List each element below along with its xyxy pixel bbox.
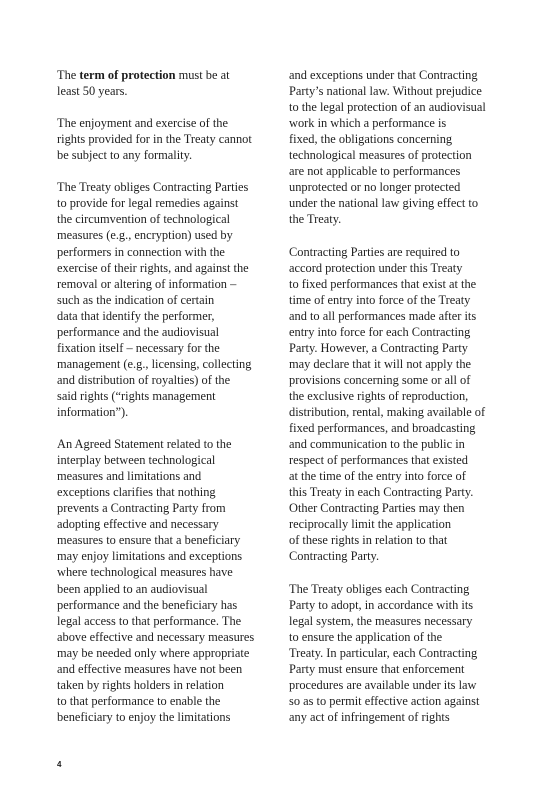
paragraph-line: beneficiary to enjoy the limitations — [57, 709, 231, 724]
paragraph-line: information”). — [57, 404, 129, 419]
paragraph-line: to the legal protection of an audiovisual — [289, 100, 486, 115]
paragraph-line: this Treaty in each Contracting Party. — [289, 485, 474, 500]
paragraph-line: above effective and necessary measures — [57, 629, 255, 644]
paragraph-line: the Treaty. — [289, 212, 342, 227]
paragraph-line: measures (e.g., encryption) used by — [57, 228, 233, 243]
paragraph-line: been applied to an audiovisual — [57, 581, 208, 596]
paragraph-line: removal or altering of information – — [57, 276, 237, 291]
text-run: must be at — [175, 68, 230, 82]
paragraph-line: accord protection under this Treaty — [289, 260, 463, 275]
paragraph-line: unprotected or no longer protected — [289, 180, 461, 195]
term-of-protection-paragraph — [57, 67, 275, 99]
paragraph-line: to provide for legal remedies against — [57, 196, 239, 211]
paragraph-line: respect of performances that existed — [289, 453, 468, 468]
paragraph-line: procedures are available under its law — [289, 677, 477, 692]
paragraph-line: and to all performances made after its — [289, 308, 477, 323]
text-run: The — [57, 68, 80, 82]
paragraph-line: The enjoyment and exercise of the — [57, 116, 228, 131]
application-in-time-paragraph — [289, 244, 507, 565]
paragraph-line: work in which a performance is — [289, 116, 447, 131]
paragraph-line: measures and limitations and — [57, 469, 202, 484]
paragraph-line: management (e.g., licensing, collecting — [57, 356, 252, 371]
enforcement-paragraph — [289, 581, 507, 725]
paragraph-line: prevents a Contracting Party from — [57, 501, 226, 516]
paragraph-line: may enjoy limitations and exceptions — [57, 549, 243, 564]
paragraph-line: be subject to any formality. — [57, 148, 193, 163]
paragraph-line: Party’s national law. Without prejudice — [289, 84, 482, 99]
paragraph-line: under the national law giving effect to — [289, 196, 479, 211]
paragraph-line: Party must ensure that enforcement — [289, 661, 465, 676]
paragraph-line: measures to ensure that a beneficiary — [57, 533, 241, 548]
paragraph-line: The Treaty obliges Contracting Parties — [57, 180, 249, 195]
paragraph-line: Contracting Parties are required to — [289, 244, 460, 259]
paragraph-line: interplay between technological — [57, 453, 216, 468]
paragraph-line: performance and the audiovisual — [57, 324, 220, 339]
page-number: 4 — [57, 760, 62, 769]
paragraph-line: distribution, rental, making available of — [289, 404, 486, 419]
agreed-statement-paragraph — [57, 436, 275, 725]
paragraph-line: provisions concerning some or all of — [289, 372, 471, 387]
paragraph-line: said rights (“rights management — [57, 388, 216, 403]
paragraph-line: Party. However, a Contracting Party — [289, 340, 469, 355]
paragraph-line: adopting effective and necessary — [57, 517, 219, 532]
paragraph-line: such as the indication of certain — [57, 292, 215, 307]
paragraph-line: fixation itself – necessary for the — [57, 340, 220, 355]
paragraph-line: of these rights in relation to that — [289, 533, 448, 548]
paragraph-line: the exclusive rights of reproduction, — [289, 388, 469, 403]
paragraph-line — [57, 67, 275, 83]
paragraph-line: to fixed performances that exist at the — [289, 276, 477, 291]
paragraph-line: the circumvention of technological — [57, 212, 231, 227]
paragraph-line: may declare that it will not apply the — [289, 356, 472, 371]
paragraph-line: data that identify the performer, — [57, 308, 215, 323]
paragraph-line: legal access to that performance. The — [57, 613, 242, 628]
paragraph-line: technological measures of protection — [289, 148, 472, 163]
paragraph-line: Treaty. In particular, each Contracting — [289, 645, 478, 660]
paragraph-line: to that performance to enable the — [57, 693, 221, 708]
paragraph-line: reciprocally limit the application — [289, 517, 452, 532]
paragraph-line: An Agreed Statement related to the — [57, 437, 232, 452]
paragraph-line: may be needed only where appropriate — [57, 645, 250, 660]
paragraph-line: and distribution of royalties) of the — [57, 372, 231, 387]
paragraph-line: entry into force for each Contracting — [289, 324, 471, 339]
paragraph-line: fixed, the obligations concerning — [289, 132, 453, 147]
paragraph-line: The Treaty obliges each Contracting — [289, 581, 470, 596]
paragraph-line: exercise of their rights, and against the — [57, 260, 249, 275]
formality-paragraph — [57, 115, 275, 163]
paragraph-line: time of entry into force of the Treaty — [289, 292, 471, 307]
left-column — [57, 67, 275, 741]
term-of-protection-bold: term of protection — [79, 68, 176, 82]
paragraph-line: so as to permit effective action against — [289, 693, 480, 708]
paragraph-line: Other Contracting Parties may then — [289, 501, 465, 516]
paragraph-line: where technological measures have — [57, 565, 233, 580]
right-column — [289, 67, 507, 741]
paragraph-line: least 50 years. — [57, 84, 128, 99]
paragraph-line: performance and the beneficiary has — [57, 597, 238, 612]
paragraph-line: exceptions clarifies that nothing — [57, 485, 216, 500]
paragraph-line: are not applicable to performances — [289, 164, 461, 179]
paragraph-line: performers in connection with the — [57, 244, 225, 259]
paragraph-line: to ensure the application of the — [289, 629, 443, 644]
exceptions-continuation-paragraph — [289, 67, 507, 227]
paragraph-line: legal system, the measures necessary — [289, 613, 473, 628]
paragraph-line: taken by rights holders in relation — [57, 677, 224, 692]
paragraph-line: and exceptions under that Contracting — [289, 68, 478, 82]
paragraph-line: fixed performances, and broadcasting — [289, 421, 476, 436]
paragraph-line: and communication to the public in — [289, 437, 465, 452]
paragraph-line: Contracting Party. — [289, 549, 380, 564]
paragraph-line: Party to adopt, in accordance with its — [289, 597, 474, 612]
paragraph-line: rights provided for in the Treaty cannot — [57, 132, 252, 147]
paragraph-line: and effective measures have not been — [57, 661, 243, 676]
paragraph-line: any act of infringement of rights — [289, 709, 450, 724]
legal-remedies-paragraph — [57, 179, 275, 420]
paragraph-line: at the time of the entry into force of — [289, 469, 466, 484]
